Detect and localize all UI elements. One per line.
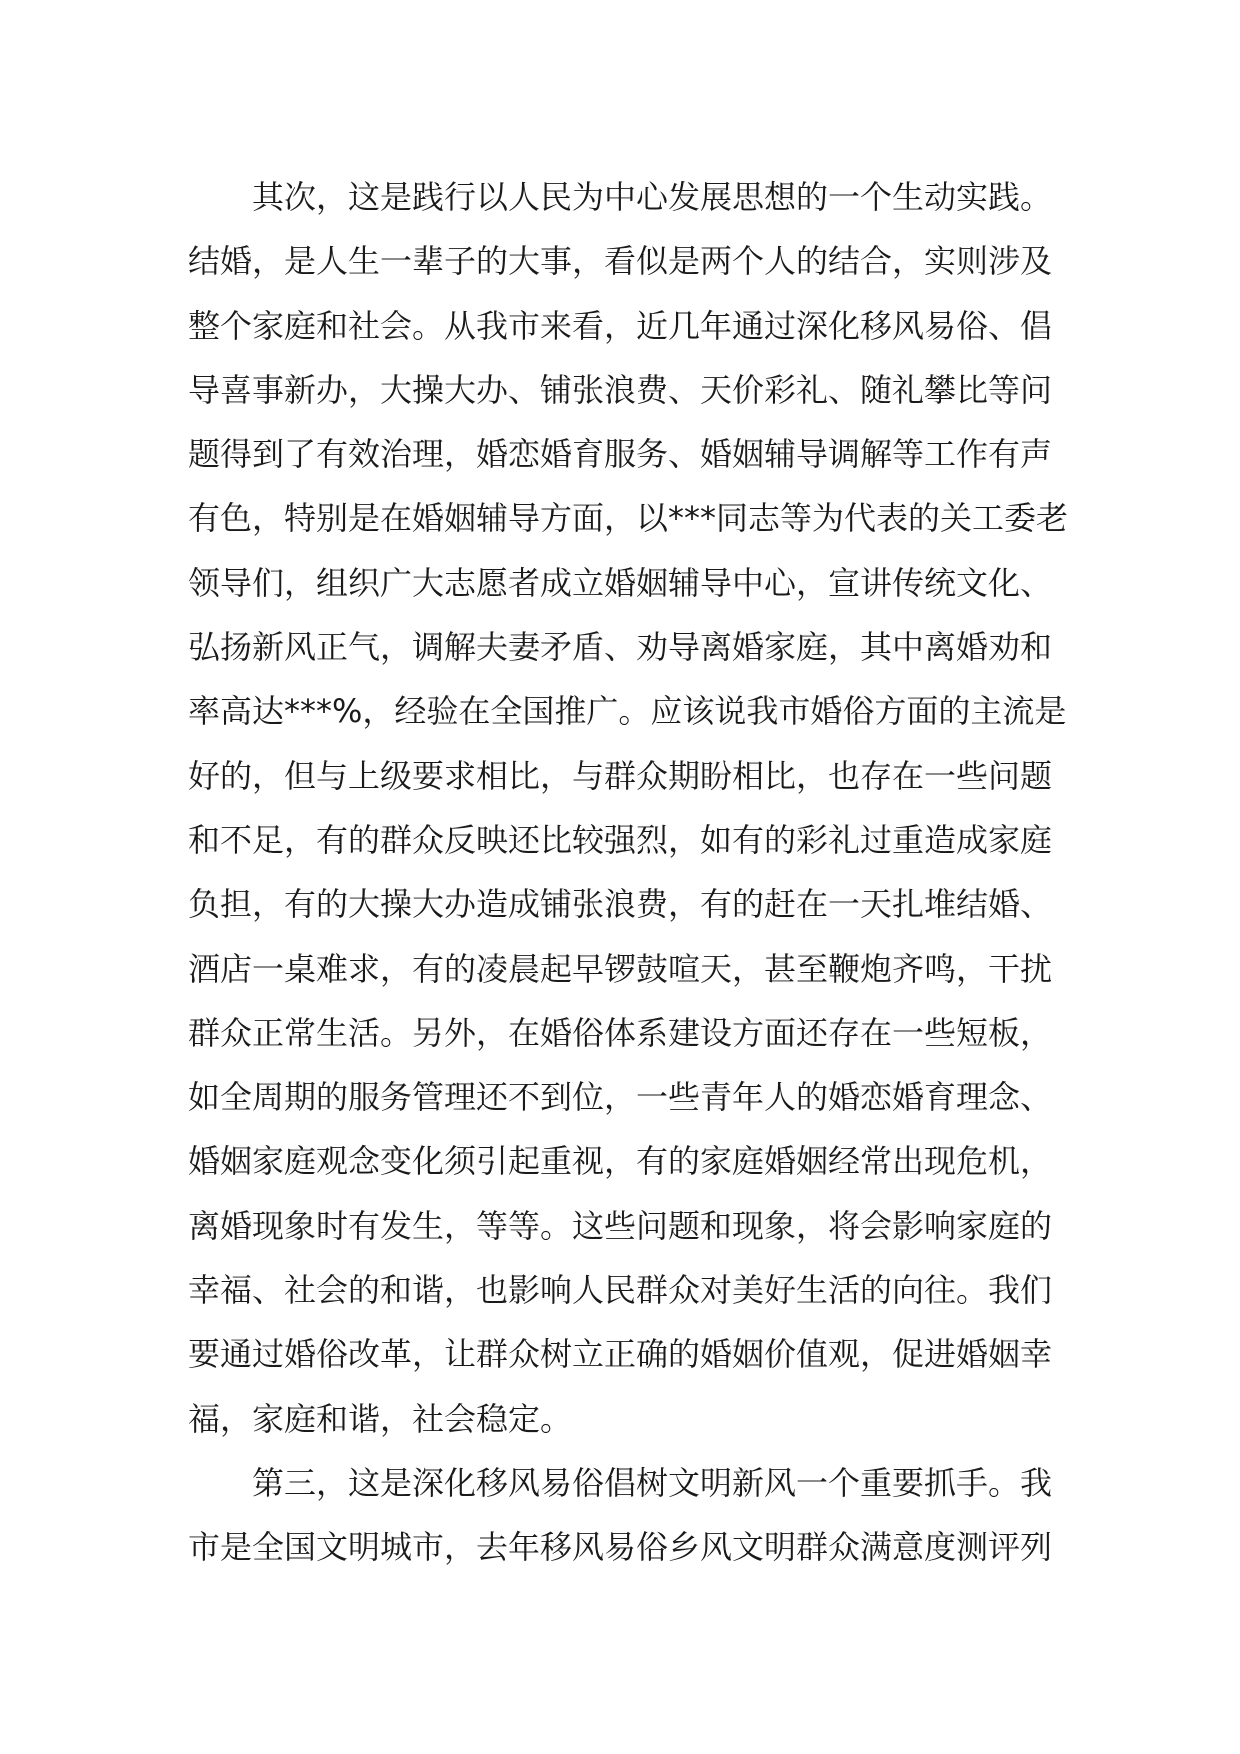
text-line: 婚姻家庭观念变化须引起重视，有的家庭婚姻经常出现危机， [188,1142,1053,1181]
text-line: 要通过婚俗改革，让群众树立正确的婚姻价值观，促进婚姻幸 [188,1335,1053,1374]
text-line: 离婚现象时有发生，等等。这些问题和现象，将会影响家庭的 [188,1206,1053,1245]
text-line: 结婚，是人生一辈子的大事，看似是两个人的结合，实则涉及 [188,242,1053,281]
body-text [188,165,1068,1580]
text-line: 弘扬新风正气，调解夫妻矛盾、劝导离婚家庭，其中离婚劝和 [188,628,1053,667]
text-line: 好的，但与上级要求相比，与群众期盼相比，也存在一些问题 [188,756,1053,795]
text-line: 导喜事新办，大操大办、铺张浪费、天价彩礼、随礼攀比等问 [188,370,1053,409]
text-line: 整个家庭和社会。从我市来看，近几年通过深化移风易俗、倡 [188,306,1053,345]
text-line: 幸福、社会的和谐，也影响人民群众对美好生活的向往。我们 [188,1271,1053,1310]
text-line: 率高达***%，经验在全国推广。应该说我市婚俗方面的主流是 [188,692,1067,731]
text-line: 如全周期的服务管理还不到位，一些青年人的婚恋婚育理念、 [188,1078,1053,1117]
text-line: 有色，特别是在婚姻辅导方面，以***同志等为代表的关工委老 [188,499,1068,538]
text-line: 福，家庭和谐，社会稳定。 [188,1399,573,1438]
text-line: 领导们，组织广大志愿者成立婚姻辅导中心，宣讲传统文化、 [188,563,1053,602]
text-line: 群众正常生活。另外，在婚俗体系建设方面还存在一些短板， [188,1013,1053,1052]
text-line: 和不足，有的群众反映还比较强烈，如有的彩礼过重造成家庭 [188,820,1053,859]
text-line: 题得到了有效治理，婚恋婚育服务、婚姻辅导调解等工作有声 [188,435,1053,474]
text-line: 市是全国文明城市，去年移风易俗乡风文明群众满意度测评列 [188,1528,1053,1567]
text-line: 负担，有的大操大办造成铺张浪费，有的赶在一天扎堆结婚、 [188,885,1053,924]
text-line: 第三，这是深化移风易俗倡树文明新风一个重要抓手。我 [252,1463,1053,1502]
text-line: 酒店一桌难求，有的凌晨起早锣鼓喧天，甚至鞭炮齐鸣，干扰 [188,949,1053,988]
text-line: 其次，这是践行以人民为中心发展思想的一个生动实践。 [252,178,1053,216]
